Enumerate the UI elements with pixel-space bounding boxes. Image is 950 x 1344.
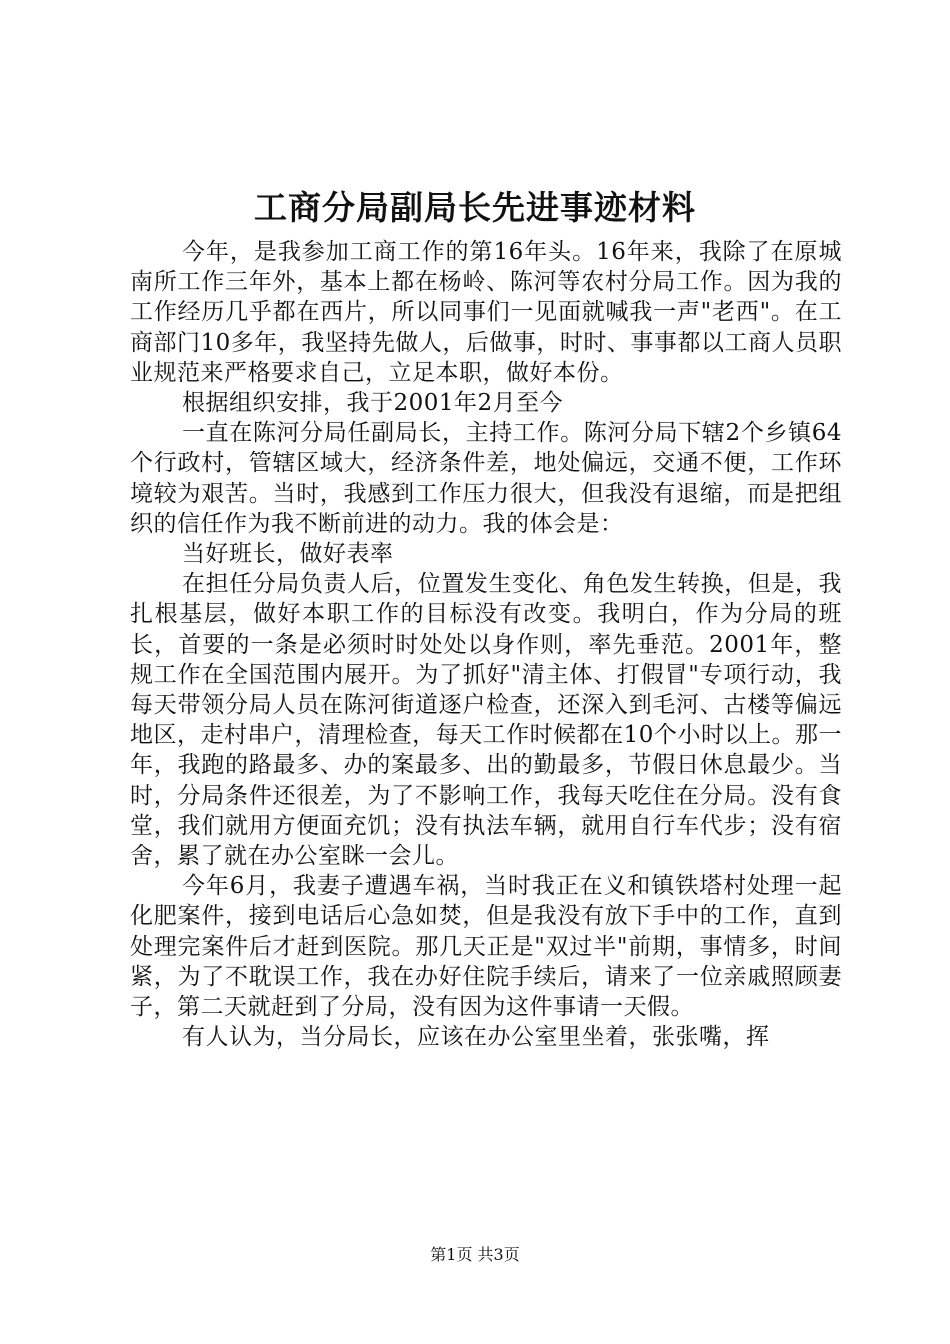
paragraph: 今年6月，我妻子遭遇车祸，当时我正在义和镇铁塔村处理一起化肥案件，接到电话后心急如焚，但是我没有放下手中的工作，直到处理完案件后才赶到医院。那几天正是"双过半"前期，事情多，时间紧，为了不耽误工作，我在办好住院手续后，请来了一位亲戚照顾妻子，第二天就赶到了分局，没有因为这件事请一天假。 <box>130 873 842 1021</box>
paragraph: 一直在陈河分局任副局长，主持工作。陈河分局下辖2个乡镇64个行政村，管辖区域大，经济条件差，地处偏远，交通不便，工作环境较为艰苦。当时，我感到工作压力很大，但我没有退缩，而是把组织的信任作为我不断前进的动力。我的体会是： <box>130 420 842 537</box>
page-footer: 第1页 共3页 <box>430 1245 520 1264</box>
document-body <box>130 237 842 1052</box>
section-heading: 当好班长，做好表率 <box>182 541 394 568</box>
paragraph: 根据组织安排，我于2001年2月至今 <box>182 390 564 417</box>
paragraph: 有人认为，当分局长，应该在办公室里坐着，张张嘴，挥 <box>182 1024 770 1051</box>
document-title: 工商分局副局长先进事迹材料 <box>254 188 696 227</box>
paragraph: 在担任分局负责人后，位置发生变化、角色发生转换，但是，我扎根基层，做好本职工作的目标没有改变。我明白，作为分局的班长，首要的一条是必须时时处处以身作则，率先垂范。2001年，整规工作在全国范围内展开。为了抓好"清主体、打假冒"专项行动，我每天带领分局人员在陈河街道逐户检查，还深入到毛河、古楼等偏远地区，走村串户，清理检查，每天工作时候都在10个小时以上。那一年，我跑的路最多、办的案最多、出的勤最多，节假日休息最少。当时，分局条件还很差，为了不影响工作，我每天吃住在分局。没有食堂，我们就用方便面充饥；没有执法车辆，就用自行车代步；没有宿舍，累了就在办公室眯一会儿。 <box>130 571 842 870</box>
paragraph: 今年，是我参加工商工作的第16年头。16年来，我除了在原城南所工作三年外，基本上都在杨岭、陈河等农村分局工作。因为我的工作经历几乎都在西片，所以同事们一见面就喊我一声"老西"。在工商部门10多年，我坚持先做人，后做事，时时、事事都以工商人员职业规范来严格要求自己，立足本职，做好本份。 <box>130 239 842 386</box>
